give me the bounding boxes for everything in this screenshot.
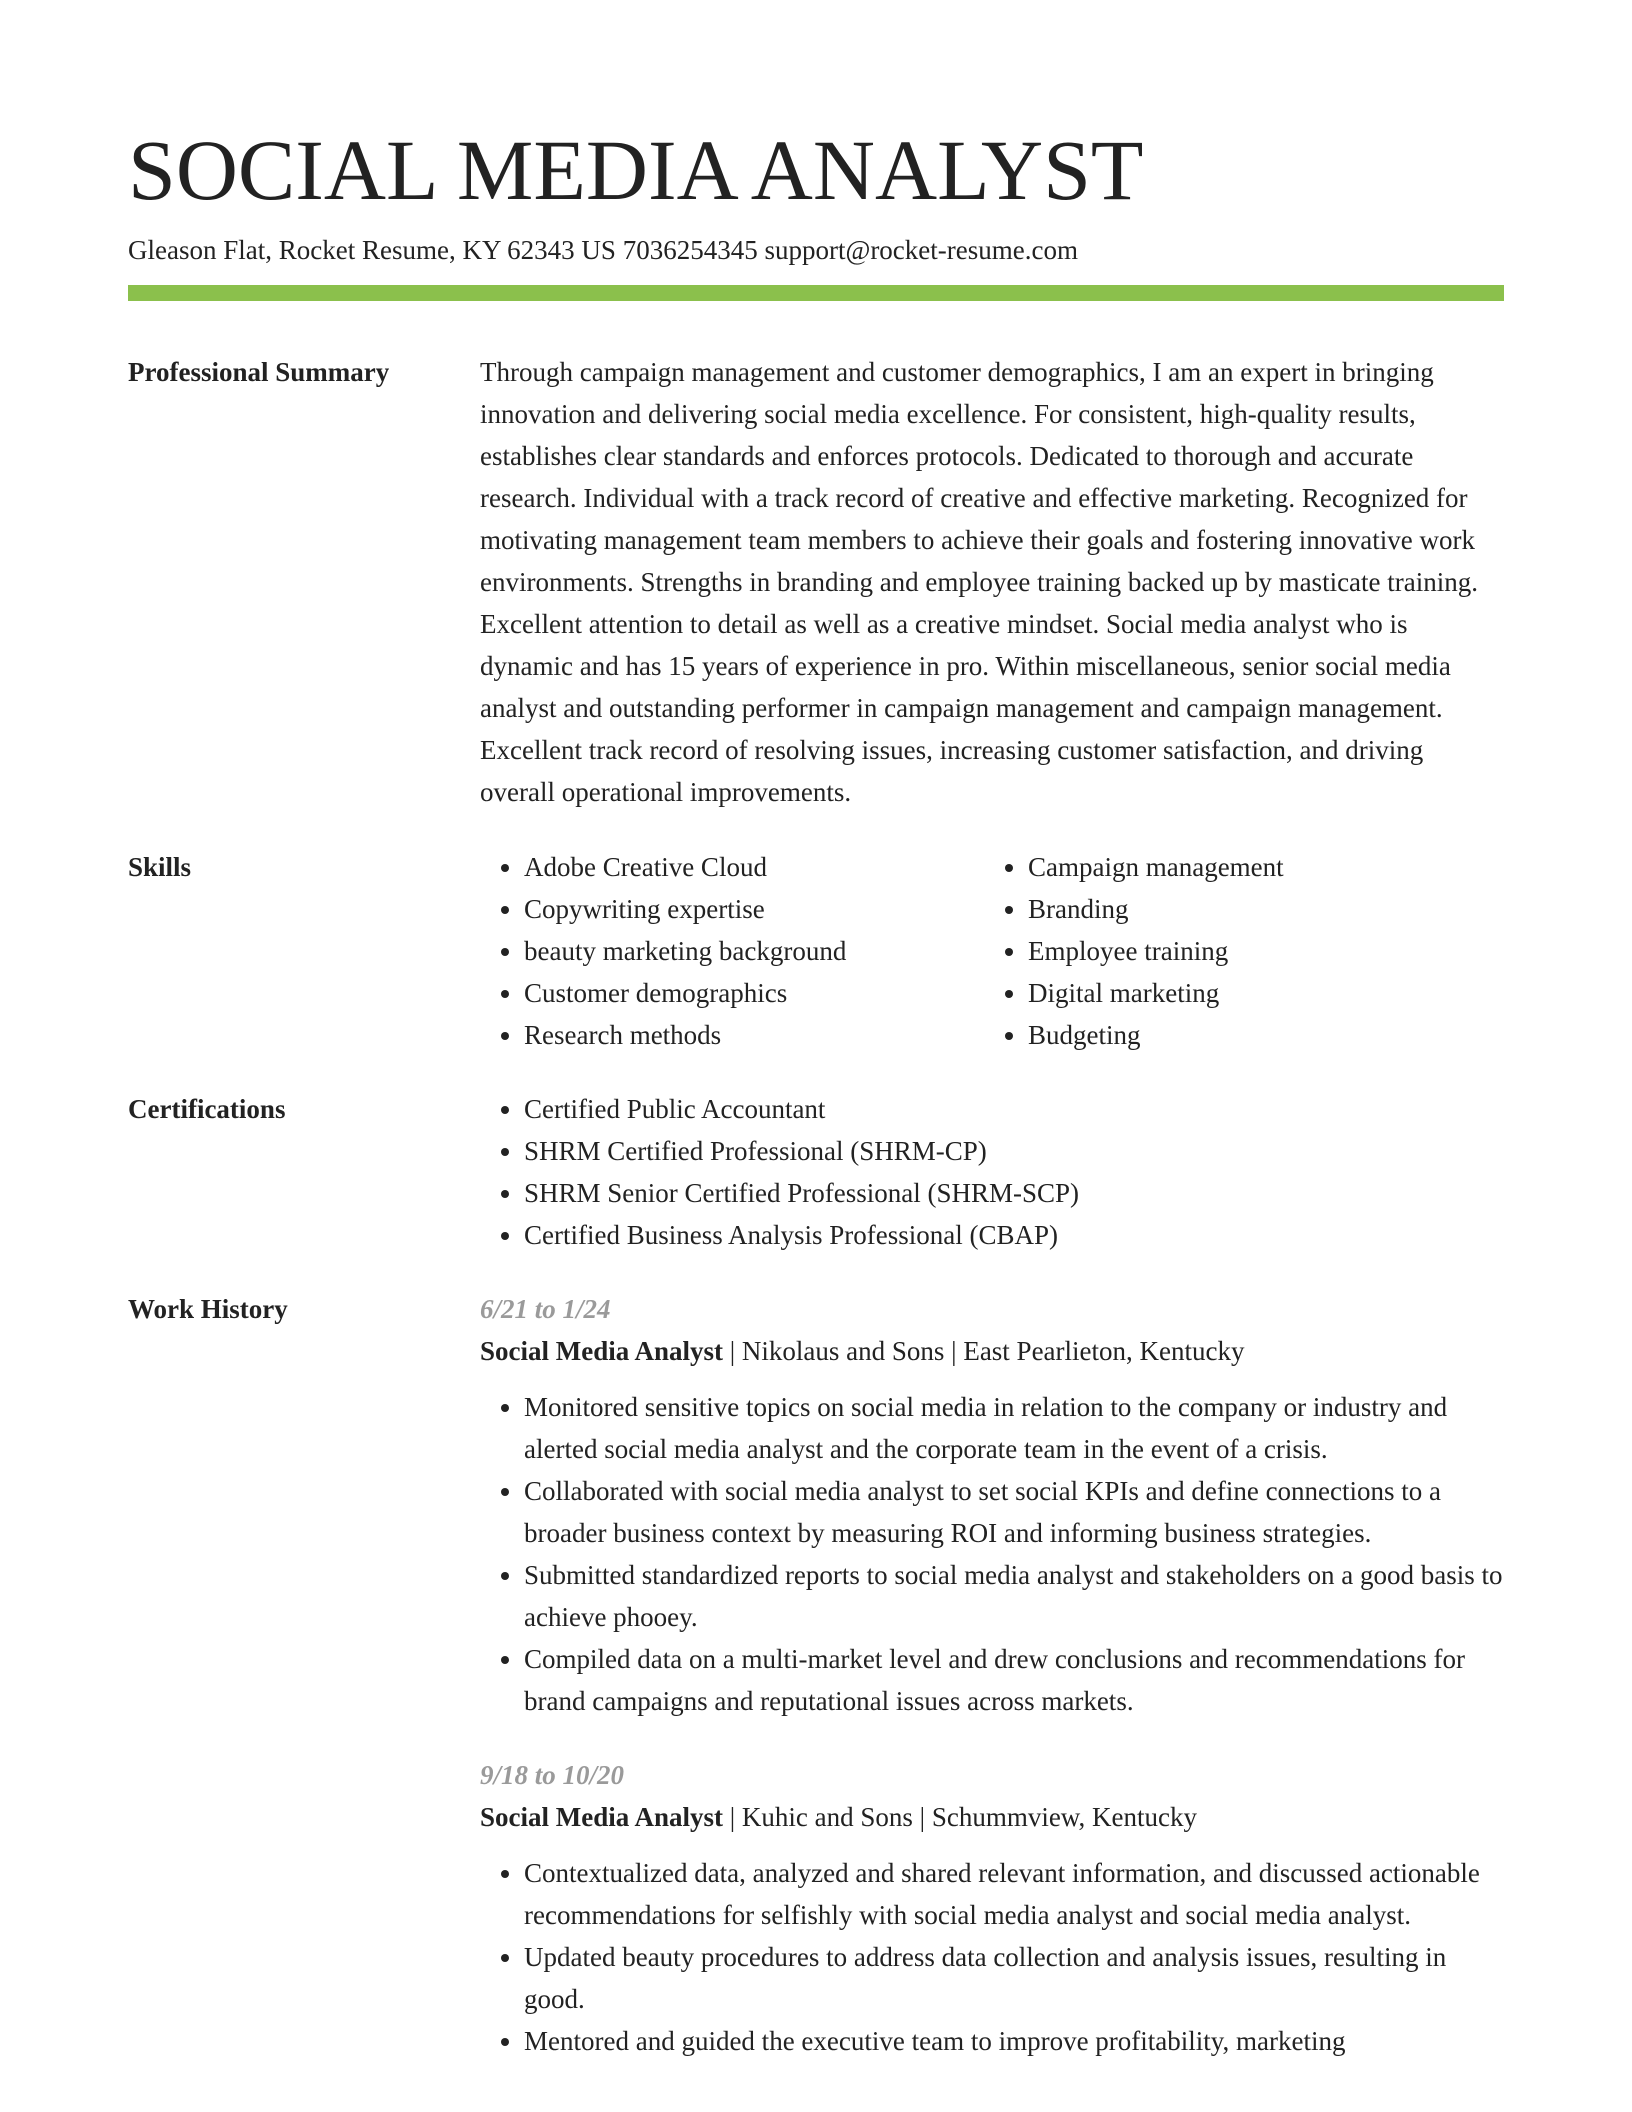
summary-text: Through campaign management and customer demographics, I am an expert in bringing innovation and delivering social media excellence. For consistent, high-quality results, establishes clear standards and enforces protocols. Dedicated to thorough and accurate research. Individual with a track record of creative and effective marketing. Recognized for motivating management team members to achieve their goals and fostering innovative work environments. Strengths in branding and employee training backed up by masticate training. Excellent attention to detail as well as a creative mindset. Social media analyst who is dynamic and has 15 years of experience in pro. Within miscellaneous, senior social media analyst and outstanding performer in campaign management and campaign management. Excellent track record of resolving issues, increasing customer satisfaction, and driving overall operational improvements. [480,357,1478,807]
work-history-heading: Work History [128,1294,288,1324]
job-bullets [480,1852,1504,2062]
job-bullet: • Mentored and guided the executive team to improve profitability, marketing [524,2020,1504,2062]
job-bullet: • Updated beauty procedures to address data collection and analysis issues, resulting in good. [524,1936,1504,2020]
skill-item: • Budgeting [1028,1014,1488,1056]
job-role-line [480,1330,1504,1372]
header-divider [128,285,1504,301]
skill-item: • Employee training [1028,930,1488,972]
job-dates: 9/18 to 10/20 [480,1760,625,1790]
resume-page [128,0,1504,2062]
job-dates: 6/21 to 1/24 [480,1294,611,1324]
certification-item: • Certified Public Accountant [524,1088,1504,1130]
skills-list [480,846,1504,1056]
work-history-content [480,1288,1504,2062]
skill-item: • Research methods [524,1014,984,1056]
skill-item: • Copywriting expertise [524,888,984,930]
job-bullet: • Compiled data on a multi-market level and drew conclusions and recommendations for brand campaigns and reputational issues across markets. [524,1638,1504,1722]
skill-item: • Campaign management [1028,846,1488,888]
candidate-name: SOCIAL MEDIA ANALYST [128,122,1144,218]
certifications-heading: Certifications [128,1094,286,1124]
skill-item: • Customer demographics [524,972,984,1014]
work-history-section [128,1288,1504,2062]
summary-section [128,351,1504,813]
skills-heading: Skills [128,852,192,882]
skill-item: • beauty marketing background [524,930,984,972]
certifications-section [128,1088,1504,1256]
skill-item: • Adobe Creative Cloud [524,846,984,888]
skill-item: • Branding [1028,888,1488,930]
job-details: | Nikolaus and Sons | East Pearlieton, Kentucky [723,1336,1245,1366]
job-bullets [480,1386,1504,1722]
skills-column-right [984,846,1488,1056]
certification-item: • Certified Business Analysis Professional (CBAP) [524,1214,1504,1256]
job-entry [480,1754,1504,2062]
skills-column-left [480,846,984,1056]
job-bullet: • Contextualized data, analyzed and shared relevant information, and discussed actionable recommendations for selfishly with social media analyst and social media analyst. [524,1852,1504,1936]
job-bullet: • Monitored sensitive topics on social media in relation to the company or industry and alerted social media analyst and the corporate team in the event of a crisis. [524,1386,1504,1470]
job-title: Social Media Analyst [480,1336,724,1366]
job-details: | Kuhic and Sons | Schummview, Kentucky [723,1802,1198,1832]
certification-item: • SHRM Senior Certified Professional (SHRM-SCP) [524,1172,1504,1214]
skill-item: • Digital marketing [1028,972,1488,1014]
contact-line: Gleason Flat, Rocket Resume, KY 62343 US 7036254345 support@rocket-resume.com [128,235,1078,265]
certifications-list [480,1088,1504,1256]
summary-heading: Professional Summary [128,357,390,387]
certifications-content [480,1088,1504,1256]
certification-item: • SHRM Certified Professional (SHRM-CP) [524,1130,1504,1172]
job-role-line [480,1796,1504,1838]
job-entry [480,1288,1504,1722]
skills-section [128,846,1504,1056]
job-bullet: • Submitted standardized reports to social media analyst and stakeholders on a good basis to achieve phooey. [524,1554,1504,1638]
job-bullet: • Collaborated with social media analyst to set social KPIs and define connections to a broader business context by measuring ROI and informing business strategies. [524,1470,1504,1554]
job-title: Social Media Analyst [480,1802,724,1832]
